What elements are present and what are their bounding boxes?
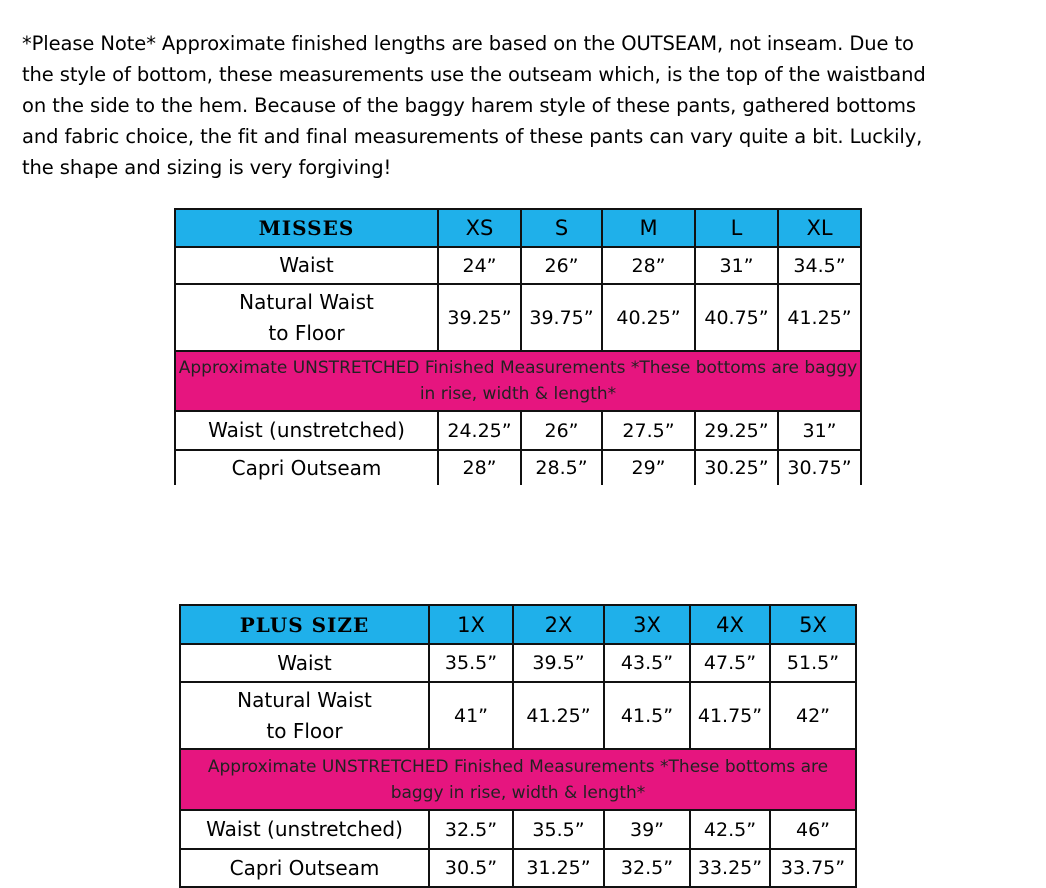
row-label-line: Natural Waist bbox=[237, 687, 372, 712]
table-cell: 28.5” bbox=[521, 450, 602, 485]
table-title: MISSES bbox=[175, 209, 438, 247]
size-header: XL bbox=[778, 209, 861, 247]
misses-size-table bbox=[174, 208, 862, 485]
table-cell: 47.5” bbox=[690, 644, 770, 682]
table-cutoff-fade bbox=[170, 488, 866, 528]
table-row bbox=[180, 810, 856, 849]
table-cell: 29.25” bbox=[695, 411, 778, 450]
table-cell: 33.75” bbox=[770, 849, 856, 887]
banner-row bbox=[175, 351, 861, 411]
table-row bbox=[175, 411, 861, 450]
table-title: PLUS SIZE bbox=[180, 605, 429, 644]
size-header: 5X bbox=[770, 605, 856, 644]
table-row bbox=[180, 849, 856, 887]
table-header-row bbox=[175, 209, 861, 247]
table-cell: 32.5” bbox=[604, 849, 690, 887]
table-cell: 41.75” bbox=[690, 682, 770, 749]
table-cell: 31” bbox=[695, 247, 778, 284]
table-cell: 33.25” bbox=[690, 849, 770, 887]
banner-text: Approximate UNSTRETCHED Finished Measurements *These bottoms are baggy in rise, width & length* bbox=[178, 358, 858, 404]
table-cell: 41.5” bbox=[604, 682, 690, 749]
table-cell: 40.75” bbox=[695, 284, 778, 351]
table-cell: 51.5” bbox=[770, 644, 856, 682]
table-cell: 39” bbox=[604, 810, 690, 849]
row-label bbox=[180, 682, 429, 749]
table-cell: 26” bbox=[521, 411, 602, 450]
table-cell: 46” bbox=[770, 810, 856, 849]
row-label: Waist (unstretched) bbox=[175, 411, 438, 450]
row-label-line: to Floor bbox=[268, 320, 345, 345]
row-label-line: to Floor bbox=[266, 718, 343, 743]
size-header: 4X bbox=[690, 605, 770, 644]
row-label: Waist bbox=[180, 644, 429, 682]
note-line: *Please Note* Approximate finished lengths are based on the OUTSEAM, not inseam. Due to bbox=[22, 32, 914, 55]
table-cell: 35.5” bbox=[513, 810, 604, 849]
size-header: 1X bbox=[429, 605, 513, 644]
table-cell: 30.25” bbox=[695, 450, 778, 485]
note-line: on the side to the hem. Because of the baggy harem style of these pants, gathered bottoms bbox=[22, 94, 916, 117]
table-cell: 28” bbox=[602, 247, 695, 284]
table-header-row bbox=[180, 605, 856, 644]
measurement-banner bbox=[175, 351, 861, 411]
sizing-note bbox=[22, 28, 1022, 183]
row-label: Waist (unstretched) bbox=[180, 810, 429, 849]
table-row bbox=[175, 450, 861, 485]
table-row bbox=[180, 644, 856, 682]
plus-size-table bbox=[179, 604, 857, 888]
table-cell: 31.25” bbox=[513, 849, 604, 887]
size-header: M bbox=[602, 209, 695, 247]
table-cell: 32.5” bbox=[429, 810, 513, 849]
banner-text: Approximate UNSTRETCHED Finished Measurements *These bottoms are baggy in rise, width & length* bbox=[207, 756, 829, 803]
table-cell: 41.25” bbox=[513, 682, 604, 749]
table-cell: 27.5” bbox=[602, 411, 695, 450]
table-row bbox=[180, 682, 856, 749]
table-cell: 26” bbox=[521, 247, 602, 284]
size-header: XS bbox=[438, 209, 521, 247]
table-cell: 41.25” bbox=[778, 284, 861, 351]
table-row bbox=[175, 247, 861, 284]
table-cell: 43.5” bbox=[604, 644, 690, 682]
table-cell: 40.25” bbox=[602, 284, 695, 351]
table-cell: 28” bbox=[438, 450, 521, 485]
size-header: S bbox=[521, 209, 602, 247]
table-cell: 30.75” bbox=[778, 450, 861, 485]
row-label-line: Natural Waist bbox=[239, 289, 374, 314]
note-line: the style of bottom, these measurements use the outseam which, is the top of the waistband bbox=[22, 63, 926, 86]
table-cell: 42” bbox=[770, 682, 856, 749]
table-cell: 41” bbox=[429, 682, 513, 749]
row-label bbox=[175, 284, 438, 351]
note-line: and fabric choice, the fit and final measurements of these pants can vary quite a bit. Luckily, bbox=[22, 125, 923, 148]
size-header: 2X bbox=[513, 605, 604, 644]
table-row bbox=[175, 284, 861, 351]
row-label: Waist bbox=[175, 247, 438, 284]
row-label: Capri Outseam bbox=[175, 450, 438, 485]
table-cell: 24.25” bbox=[438, 411, 521, 450]
size-header: 3X bbox=[604, 605, 690, 644]
table-cell: 42.5” bbox=[690, 810, 770, 849]
table-cell: 24” bbox=[438, 247, 521, 284]
row-label: Capri Outseam bbox=[180, 849, 429, 887]
table-cell: 29” bbox=[602, 450, 695, 485]
table-cell: 31” bbox=[778, 411, 861, 450]
table-cell: 30.5” bbox=[429, 849, 513, 887]
table-cell: 39.5” bbox=[513, 644, 604, 682]
table-cell: 34.5” bbox=[778, 247, 861, 284]
table-cell: 39.25” bbox=[438, 284, 521, 351]
table-cell: 35.5” bbox=[429, 644, 513, 682]
measurement-banner bbox=[180, 749, 856, 810]
size-header: L bbox=[695, 209, 778, 247]
note-line: the shape and sizing is very forgiving! bbox=[22, 156, 392, 179]
table-cell: 39.75” bbox=[521, 284, 602, 351]
banner-row bbox=[180, 749, 856, 810]
